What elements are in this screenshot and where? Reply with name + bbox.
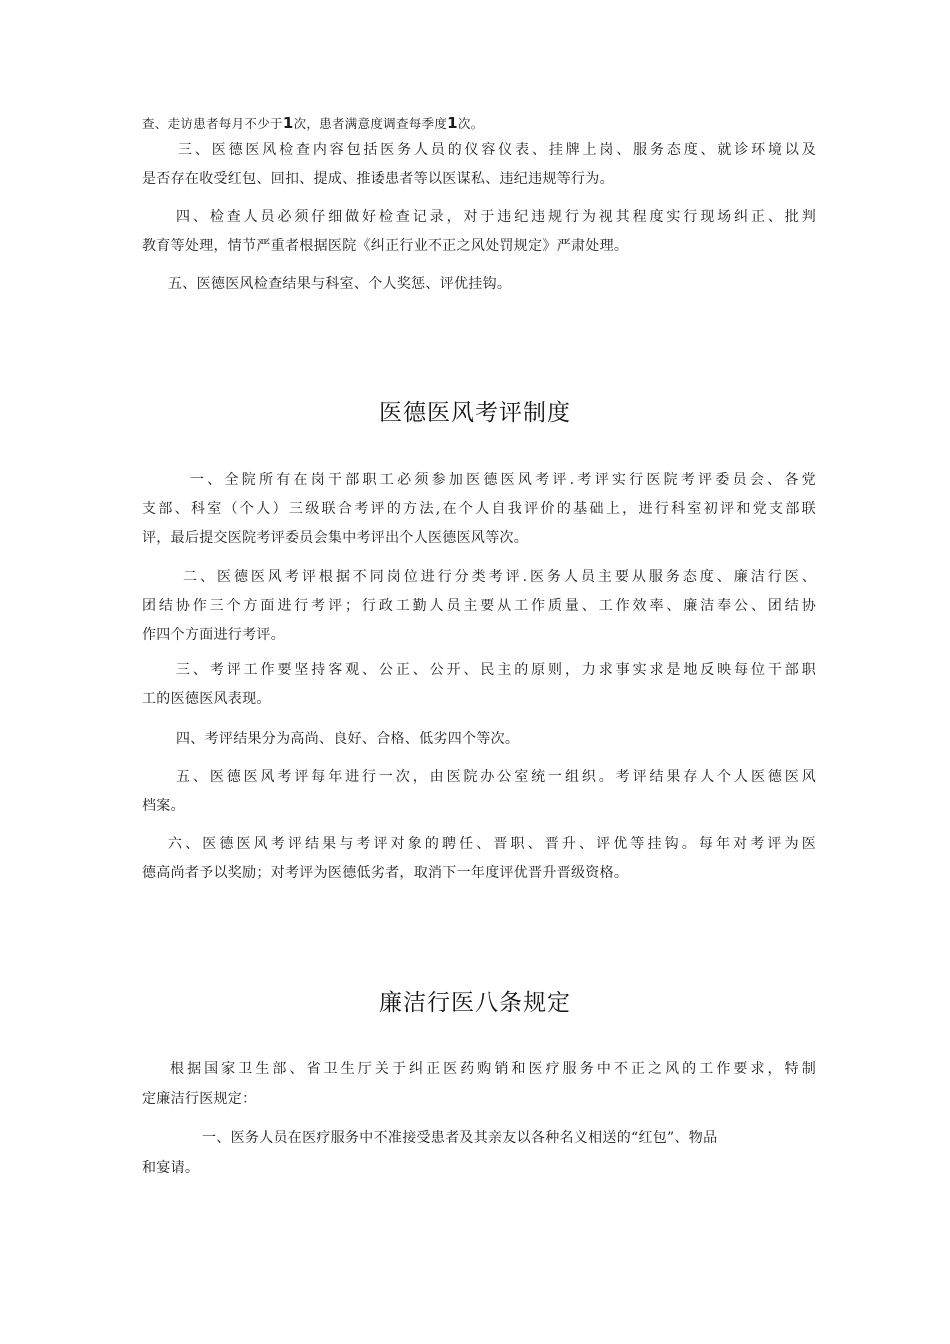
paragraph-4-line-1: 四、考评结果分为高尚、良好、合格、低劣四个等次。 <box>176 731 520 747</box>
text-run: 次，患者满意度调查每季度 <box>293 116 448 131</box>
paragraph-1-line-2: 支部、科室（个人）三级联合考评的方法,在个人自我评价的基础上，进行科室初评和党支部联 <box>142 501 816 517</box>
section-title: 廉洁行医八条规定 <box>379 990 571 1016</box>
number-text: 1 <box>282 114 294 132</box>
rule-1-line-2: 和宴请。 <box>142 1160 200 1176</box>
section-title: 医德医风考评制度 <box>379 400 571 426</box>
paragraph-5-line-1: 五、医德医风检查结果与科室、个人奖惩、评优挂钩。 <box>168 276 512 292</box>
paragraph-2-line-2: 团结协作三个方面进行考评；行政工勤人员主要从工作质量、工作效率、廉洁奉公、团结协 <box>142 598 816 614</box>
paragraph-1-line-1: 一、全院所有在岗干部职工必须参加医德医风考评.考评实行医院考评委员会、各党 <box>190 472 816 488</box>
paragraph-6-line-2: 德高尚者予以奖励；对考评为医德低劣者，取消下一年度评优晋升晋级资格。 <box>142 865 629 881</box>
paragraph-5-line-1: 五、医德医风考评每年进行一次，由医院办公室统一组织。考评结果存人个人医德医风 <box>176 769 816 785</box>
paragraph-3-line-2: 是否存在收受红包、回扣、提成、推诿患者等以医谋私、违纪违规等行为。 <box>142 171 614 187</box>
paragraph-2-line-1: 二、医德医风考评根据不同岗位进行分类考评.医务人员主要从服务态度、廉洁行医、 <box>183 569 816 585</box>
paragraph-1-line-3: 评，最后提交医院考评委员会集中考评出个人医德医风等次。 <box>142 530 529 546</box>
text-run: 次。 <box>457 116 484 131</box>
paragraph-3-line-2: 工的医德医风表现。 <box>142 691 271 707</box>
rule-1-line-1: 一、医务人员在医疗服务中不准接受患者及其亲友以各种名义相送的“红包”、物品 <box>202 1130 718 1146</box>
number-text: 1 <box>447 114 458 132</box>
intro-line-1: 根据国家卫生部、省卫生厅关于纠正医药购销和医疗服务中不正之风的工作要求，特制 <box>170 1061 816 1077</box>
paragraph-3-line-1: 三、考评工作要坚持客观、公正、公开、民主的原则，力求事实求是地反映每位干部职 <box>176 662 816 678</box>
intro-line-2: 定廉洁行医规定： <box>142 1091 257 1107</box>
paragraph-6-line-1: 六、医德医风考评结果与考评对象的聘任、晋职、晋升、评优等挂钩。每年对考评为医 <box>168 836 816 852</box>
paragraph-continuation <box>142 113 816 134</box>
paragraph-3-line-1: 三、医德医风检查内容包括医务人员的仪容仪表、挂牌上岗、服务态度、就诊环境以及 <box>178 142 816 158</box>
paragraph-2-line-3: 作四个方面进行考评。 <box>142 627 285 643</box>
text-run: 查、走访患者每月不少于 <box>142 116 283 131</box>
paragraph-4-line-2: 教育等处理，情节严重者根据医院《纠正行业不正之风处罚规定》严肃处理。 <box>142 238 629 254</box>
paragraph-5-line-2: 档案。 <box>142 798 185 814</box>
paragraph-4-line-1: 四、检查人员必须仔细做好检查记录，对于违纪违规行为视其程度实行现场纠正、批判 <box>176 209 816 225</box>
